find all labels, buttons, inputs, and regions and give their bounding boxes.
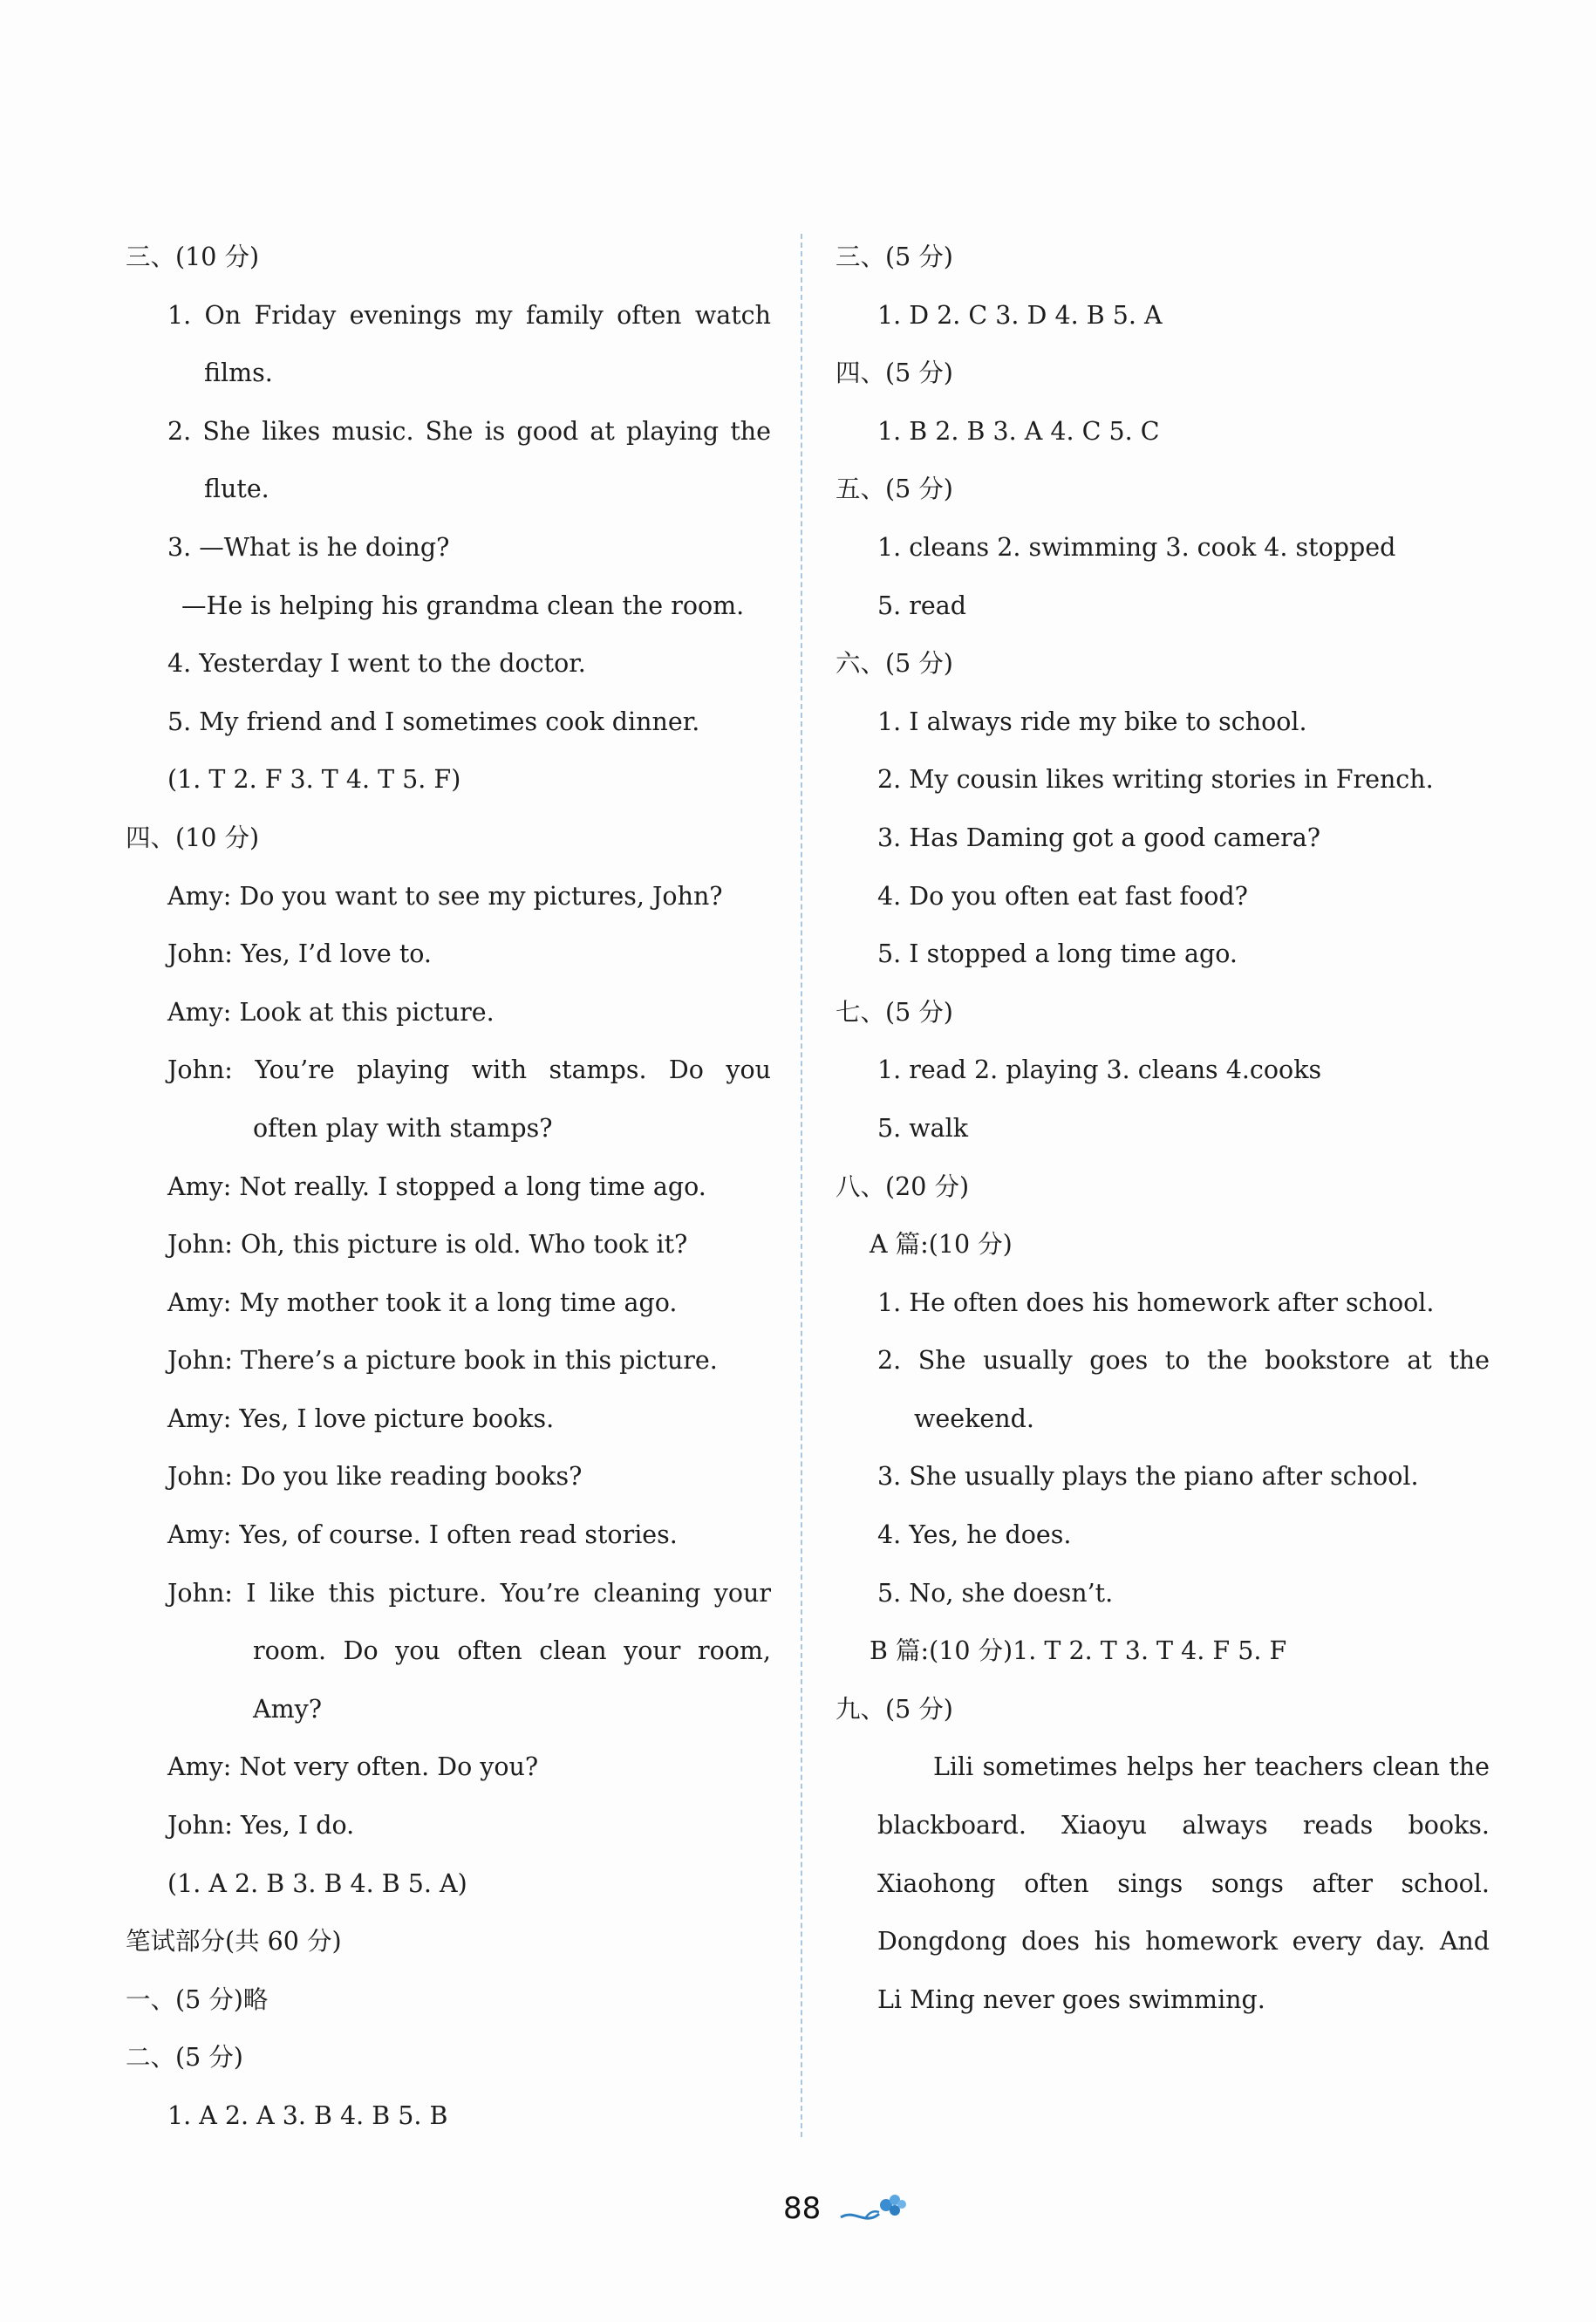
answer-line: Lili sometimes helps her teachers clean the (933, 1752, 1490, 1782)
answer-line: Amy: My mother took it a long time ago. (167, 1287, 678, 1317)
section-heading: 六、(5 分) (836, 649, 953, 679)
answer-line: 1. cleans 2. swimming 3. cook 4. stopped (877, 532, 1396, 562)
answer-line: 1. B 2. B 3. A 4. C 5. C (877, 416, 1160, 446)
answer-line: Amy: Not really. I stopped a long time ago. (167, 1171, 706, 1201)
answer-line: 5. walk (877, 1113, 969, 1143)
left-column (126, 229, 771, 2146)
section-heading: 五、(5 分) (836, 475, 953, 504)
answer-line: 4. Do you often eat fast food? (877, 881, 1248, 911)
answer-line: 1. He often does his homework after school. (877, 1287, 1435, 1317)
answer-line: 2. She usually goes to the bookstore at the (877, 1346, 1490, 1376)
answer-line: Amy? (253, 1694, 322, 1724)
answer-line: Amy: Do you want to see my pictures, John? (167, 881, 723, 911)
flower-ornament-icon (839, 2191, 909, 2230)
answer-line: 2. My cousin likes writing stories in French. (877, 765, 1434, 795)
answer-line: John: Yes, I do. (167, 1811, 355, 1841)
answer-line: often play with stamps? (253, 1113, 553, 1143)
section-heading: 二、(5 分) (126, 2043, 243, 2073)
section-heading: 四、(5 分) (836, 359, 953, 388)
section-heading: 七、(5 分) (836, 997, 953, 1027)
column-divider (801, 234, 802, 2137)
section-heading: 一、(5 分)略 (126, 1984, 269, 2014)
answer-line: Amy: Yes, I love picture books. (167, 1403, 555, 1433)
answer-line: 2. She likes music. She is good at playing the (167, 416, 771, 446)
answer-line: 5. No, she doesn’t. (877, 1578, 1114, 1608)
answer-line: 4. Yesterday I went to the doctor. (167, 649, 586, 679)
answer-line: Xiaohong often sings songs after school. (877, 1868, 1490, 1898)
right-column (836, 229, 1490, 2029)
section-heading: 八、(20 分) (836, 1171, 970, 1201)
answer-line: 1. On Friday evenings my family often watch (167, 300, 771, 330)
answer-line: John: Do you like reading books? (167, 1462, 583, 1492)
section-heading: 笔试部分(共 60 分) (126, 1927, 342, 1957)
answer-line: 1. read 2. playing 3. cleans 4.cooks (877, 1055, 1322, 1085)
answer-line: (1. T 2. F 3. T 4. T 5. F) (167, 765, 461, 795)
answer-line: —He is helping his grandma clean the room. (181, 591, 745, 620)
answer-line: Li Ming never goes swimming. (877, 1984, 1265, 2014)
answer-line: flute. (204, 475, 269, 504)
answer-line: weekend. (914, 1403, 1034, 1433)
answer-line: 4. Yes, he does. (877, 1520, 1072, 1550)
answer-line: 3. She usually plays the piano after school. (877, 1462, 1419, 1492)
answer-line: 5. My friend and I sometimes cook dinner. (167, 707, 700, 736)
answer-line: Dongdong does his homework every day. And (877, 1927, 1490, 1957)
answer-line: films. (204, 359, 273, 388)
answer-line: Amy: Look at this picture. (167, 997, 494, 1027)
section-heading: 三、(10 分) (126, 242, 260, 271)
section-heading: 九、(5 分) (836, 1694, 953, 1724)
section-heading: 四、(10 分) (126, 823, 260, 852)
answer-line: 1. I always ride my bike to school. (877, 707, 1307, 736)
answer-line: blackboard. Xiaoyu always reads books. (877, 1811, 1490, 1841)
section-heading: 三、(5 分) (836, 242, 953, 271)
answer-line: 3. Has Daming got a good camera? (877, 823, 1320, 852)
answer-line: John: Yes, I’d love to. (167, 939, 432, 969)
answer-line: B 篇:(10 分)1. T 2. T 3. T 4. F 5. F (870, 1636, 1287, 1666)
answer-line: 5. I stopped a long time ago. (877, 939, 1238, 969)
answer-line: 1. A 2. A 3. B 4. B 5. B (167, 2101, 448, 2130)
answer-line: (1. A 2. B 3. B 4. B 5. A) (167, 1868, 467, 1898)
answer-line: A 篇:(10 分) (870, 1230, 1013, 1260)
answer-line: 1. D 2. C 3. D 4. B 5. A (877, 300, 1163, 330)
page-number: 88 (783, 2191, 822, 2226)
answer-line: Amy: Yes, of course. I often read stories. (167, 1520, 678, 1550)
answer-line: Amy: Not very often. Do you? (167, 1752, 539, 1782)
answer-line: 5. read (877, 591, 966, 620)
answer-line: 3. —What is he doing? (167, 532, 450, 562)
answer-line: John: There’s a picture book in this picture. (167, 1346, 718, 1376)
answer-line: John: Oh, this picture is old. Who took it? (167, 1230, 688, 1260)
answer-line: room. Do you often clean your room, (253, 1636, 771, 1666)
answer-line: John: I like this picture. You’re cleaning your (167, 1578, 771, 1608)
answer-line: John: You’re playing with stamps. Do you (167, 1055, 771, 1085)
